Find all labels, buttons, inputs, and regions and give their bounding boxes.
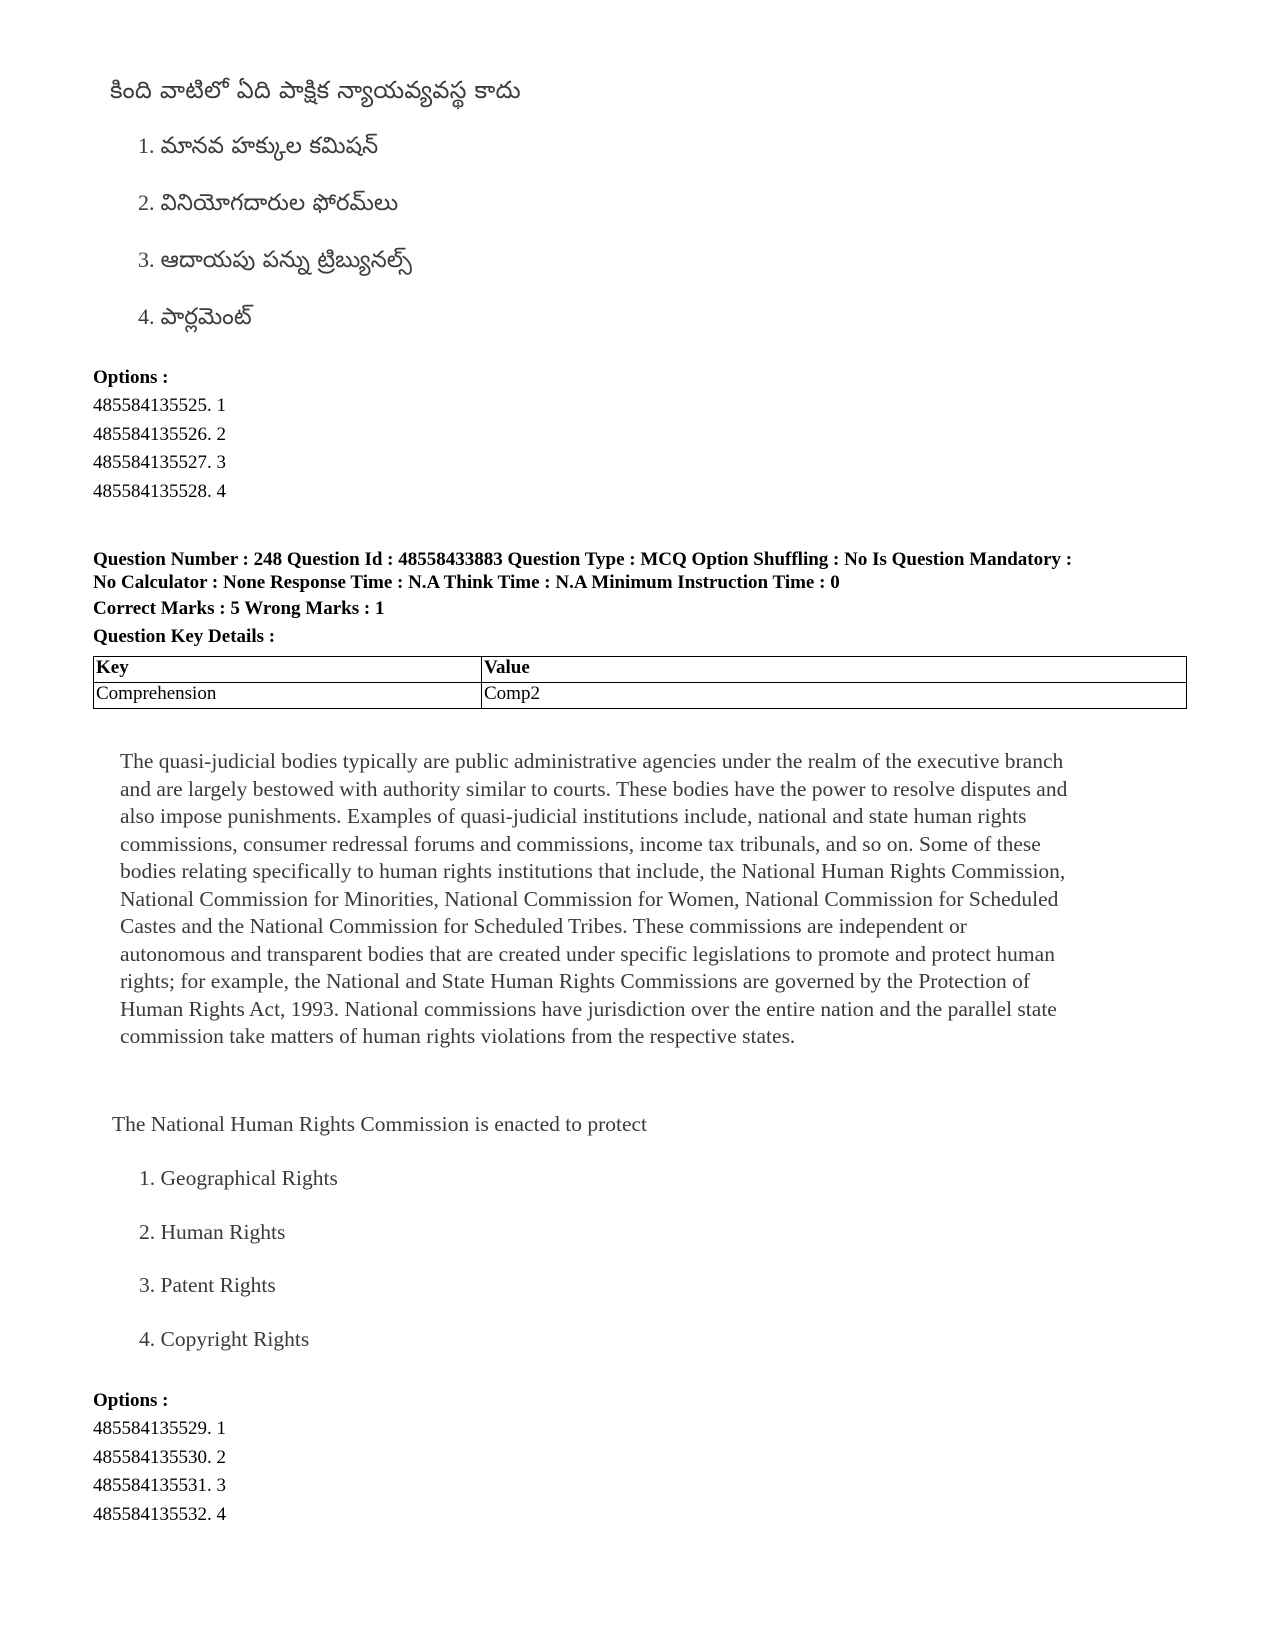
marks-line: Correct Marks : 5 Wrong Marks : 1 bbox=[93, 598, 385, 619]
table-cell-value: Comp2 bbox=[482, 683, 1187, 709]
option-id-line: 485584135525. 1 bbox=[93, 395, 226, 416]
table-header-value: Value bbox=[482, 657, 1187, 683]
option-id-line: 485584135528. 4 bbox=[93, 480, 226, 502]
telugu-choice: 2. వినియోగదారుల ఫోరమ్‌లు bbox=[138, 190, 399, 216]
metadata-line-1: Question Number : 248 Question Id : 48558433883 Question Type : MCQ Option Shuffling : No Is Question Mandatory : bbox=[93, 549, 1073, 570]
telugu-choice: 4. పార్లమెంట్ bbox=[138, 304, 252, 330]
option-id-line: 485584135529. 1 bbox=[93, 1418, 226, 1439]
passage-line: bodies relating specifically to human rights institutions that include, the National Human Rights Commission, bbox=[120, 859, 1066, 883]
question-metadata bbox=[93, 548, 1193, 594]
options-block-2 bbox=[93, 1387, 226, 1529]
option-id-line: 485584135526. 2 bbox=[93, 423, 226, 445]
passage-line: autonomous and transparent bodies that are created under specific legislations to promote and protect human bbox=[120, 941, 1055, 966]
options-block-1 bbox=[93, 364, 226, 506]
english-choice: 3. Patent Rights bbox=[139, 1273, 276, 1297]
option-id-line: 485584135530. 2 bbox=[93, 1446, 226, 1468]
telugu-choice-list bbox=[138, 131, 412, 359]
english-choice: 2. Human Rights bbox=[139, 1219, 286, 1244]
telugu-choice: 1. మానవ హక్కుల కమిషన్ bbox=[138, 133, 379, 159]
english-choice: 4. Copyright Rights bbox=[139, 1326, 310, 1351]
options-label: Options : bbox=[93, 367, 169, 388]
option-id-line: 485584135532. 4 bbox=[93, 1503, 226, 1525]
passage-line: Castes and the National Commission for Scheduled Tribes. These commissions are independent or bbox=[120, 914, 967, 938]
telugu-question-text: కింది వాటిలో ఏది పాక్షిక న్యాయవ్యవస్థ కాదు bbox=[110, 76, 521, 104]
passage-line: also impose punishments. Examples of quasi-judicial institutions include, national and state human rights bbox=[120, 804, 1027, 828]
key-details-label: Question Key Details : bbox=[93, 626, 276, 647]
telugu-choice: 3. ఆదాయపు పన్ను ట్రిబ్యునల్స్ bbox=[138, 247, 412, 273]
key-details-table bbox=[93, 656, 1187, 709]
table-header-row bbox=[94, 657, 1187, 683]
passage-line: and are largely bestowed with authority similar to courts. These bodies have the power to resolve disputes and bbox=[120, 776, 1068, 801]
passage-line: Human Rights Act, 1993. National commissions have jurisdiction over the entire nation and the parallel state bbox=[120, 996, 1057, 1021]
passage-line: The quasi-judicial bodies typically are public administrative agencies under the realm of the executive branch bbox=[120, 749, 1064, 773]
table-header-key: Key bbox=[94, 657, 482, 683]
passage-line: National Commission for Minorities, National Commission for Women, National Commission for Scheduled bbox=[120, 886, 1059, 911]
options-label: Options : bbox=[93, 1390, 169, 1411]
english-choice-list bbox=[139, 1164, 338, 1378]
comprehension-passage bbox=[120, 748, 1165, 1051]
passage-line: commissions, consumer redressal forums and commissions, income tax tribunals, and so on. Some of these bbox=[120, 831, 1041, 856]
option-id-line: 485584135527. 3 bbox=[93, 452, 226, 473]
table-cell-key: Comprehension bbox=[94, 683, 482, 709]
passage-line: rights; for example, the National and State Human Rights Commissions are governed by the Protection of bbox=[120, 969, 1030, 993]
table-row bbox=[94, 683, 1187, 709]
option-id-line: 485584135531. 3 bbox=[93, 1475, 226, 1496]
english-choice: 1. Geographical Rights bbox=[139, 1166, 338, 1190]
metadata-line-2: No Calculator : None Response Time : N.A Think Time : N.A Minimum Instruction Time : 0 bbox=[93, 572, 840, 593]
english-question-text: The National Human Rights Commission is enacted to protect bbox=[112, 1112, 648, 1136]
passage-line: commission take matters of human rights violations from the respective states. bbox=[120, 1024, 796, 1048]
